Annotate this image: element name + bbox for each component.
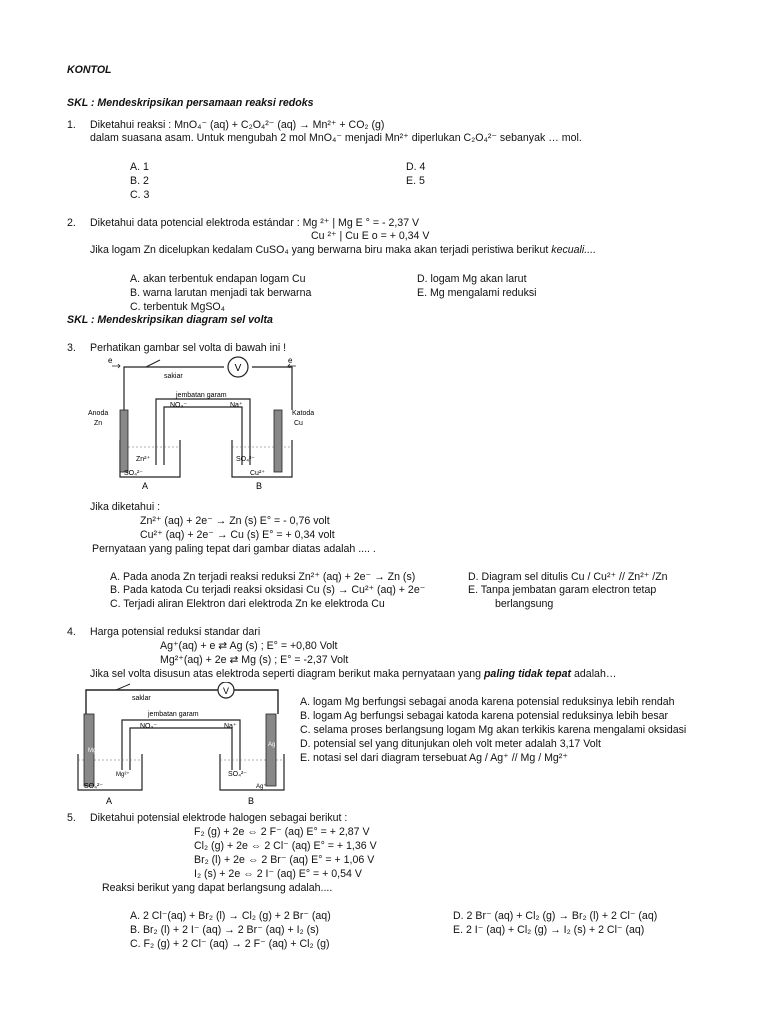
question-2-number: 2. [67,217,76,229]
question-1-line2: dalam suasana asam. Untuk mengubah 2 mol MnO₄⁻ menjadi Mn²⁺ diperlukan C₂O₄²⁻ sebanyak … mol. [90,132,582,144]
cell-label-a: A [106,796,113,806]
question-1-option-c: C. 3 [130,189,150,201]
question-2-option-a: A. akan terbentuk endapan logam Cu [130,273,306,285]
salt-bridge-label: jembatan garam [176,392,227,399]
question-4-equation-2: Mg²⁺(aq) + 2e ⇄ Mg (s) ; E° = -2,37 Volt [160,654,349,666]
voltmeter-label: V [234,363,242,374]
question-5-equation-3: Br₂ (l) + 2e ⇔ 2 Br⁻ (aq) E° = + 1,06 V [194,854,375,866]
question-3-equation-2: Cu²⁺ (aq) + 2e⁻ → Cu (s) E° = + 0,34 volt [140,529,335,541]
silver-label: Ag [268,742,276,748]
question-3-ask: Pernyataan yang paling tepat dari gambar diatas adalah .... . [92,543,376,555]
silver-electrode [266,714,276,786]
question-3-option-b: B. Pada katoda Cu terjadi reaksi oksidasi Cu (s) → Cu²⁺ (aq) + 2e⁻ [110,584,426,596]
question-2-kecuali: kecuali.... [551,244,597,256]
question-4-line2-text: Jika sel volta disusun atas elektroda seperti diagram berikut maka pernyataan yang [90,668,484,680]
question-5-line1: Diketahui potensial elektrode halogen sebagai berikut : [90,812,348,824]
sulfate-label-a: SO₄²⁻ [84,783,103,790]
question-4-option-e: E. notasi sel dari diagram tersebuat Ag / Ag⁺ // Mg / Mg²⁺ [300,752,568,764]
question-4-option-c: C. selama proses berlangsung logam Mg akan terkikis karena mengalami oksidasi [300,724,687,736]
question-4-option-a: A. logam Mg berfungsi sebagai anoda karena potensial reduksinya lebih rendah [300,696,675,708]
silver-ion-label: Ag⁺ [256,784,267,790]
question-5-option-a: A. 2 Cl⁻(aq) + Br₂ (l) → Cl₂ (g) + 2 Br⁻ (aq) [130,910,331,922]
switch-icon [146,360,160,367]
question-3-option-a: A. Pada anoda Zn terjadi reaksi reduksi Zn²⁺ (aq) + 2e⁻ → Zn (s) [110,571,416,583]
cell-label-b: B [248,796,255,806]
question-2-line3-text: Jika logam Zn dicelupkan kedalam CuSO₄ yang berwarna biru maka akan terjadi peristiwa berikut [90,244,552,256]
question-4-line1: Harga potensial reduksi standar dari [90,626,261,638]
question-2-option-c: C. terbentuk MgSO₄ [130,301,225,313]
magnesium-label: Mg [88,748,97,754]
question-1-line1: Diketahui reaksi : MnO₄⁻ (aq) + C₂O₄²⁻ (aq) → Mn²⁺ + CO₂ (g) [90,119,385,131]
question-5-equation-1: F₂ (g) + 2e ⇔ 2 F⁻ (aq) E° = + 2,87 V [194,826,370,838]
question-5-equation-2: Cl₂ (g) + 2e ⇔ 2 Cl⁻ (aq) E° = + 1,36 V [194,840,377,852]
question-3-line1: Perhatikan gambar sel volta di bawah ini ! [90,342,287,354]
nitrate-ion-label: NO₃⁻ [170,402,188,409]
copper-ion-label: Cu²⁺ [250,470,265,477]
question-1-option-a: A. 1 [130,161,149,173]
question-1-option-b: B. 2 [130,175,149,187]
question-5-option-b: B. Br₂ (l) + 2 I⁻ (aq) → 2 Br⁻ (aq) + I₂ (s) [130,924,319,936]
volta-cell-diagram-1 [84,355,324,495]
question-5-ask: Reaksi berikut yang dapat berlangsung adalah.... [102,882,333,894]
cell-label-b: B [256,481,263,491]
question-2-line2: Cu ²⁺ | Cu E o = + 0,34 V [311,230,430,242]
zinc-ion-label: Zn²⁺ [136,456,151,463]
question-3-number: 3. [67,342,76,354]
copper-electrode [274,410,282,472]
question-3-option-d: D. Diagram sel ditulis Cu / Cu²⁺ // Zn²⁺ /Zn [468,571,668,583]
sulfate-label-b: SO₄²⁻ [236,456,255,463]
question-3-equation-1: Zn²⁺ (aq) + 2e⁻ → Zn (s) E° = - 0,76 volt [140,515,330,527]
question-5-option-d: D. 2 Br⁻ (aq) + Cl₂ (g) → Br₂ (l) + 2 Cl⁻ (aq) [453,910,658,922]
question-4-option-b: B. logam Ag berfungsi sebagai katoda karena potensial reduksinya lebih besar [300,710,669,722]
sulfate-label-b: SO₄²⁻ [228,771,247,778]
salt-bridge-label: jembatan garam [148,711,199,718]
voltmeter-label: V [222,686,230,696]
question-4-emphasis: paling tidak tepat [483,668,572,680]
question-2-option-d: D. logam Mg akan larut [417,273,527,285]
question-4-option-d: D. potensial sel yang ditunjukan oleh volt meter adalah 3,17 Volt [300,738,601,750]
magnesium-ion-label: Mg²⁺ [116,772,130,778]
question-4-equation-1: Ag⁺(aq) + e ⇄ Ag (s) ; E° = +0,80 Volt [160,640,338,652]
question-5-number: 5. [67,812,76,824]
cell-label-a: A [142,481,149,491]
zinc-electrode [120,410,128,472]
section-heading-redoks: SKL : Mendeskripsikan persamaan reaksi redoks [67,97,314,109]
question-2-option-b: B. warna larutan menjadi tak berwarna [130,287,312,299]
question-2-line3 [90,244,596,257]
sulfate-label-a: SO₄²⁻ [124,470,143,477]
question-3-option-e: E. Tanpa jembatan garam electron tetap [468,584,657,596]
switch-label: sakiar [164,373,183,380]
anode-metal-label: Zn [94,420,103,427]
document-title: KONTOL [67,64,112,76]
question-3-option-c: C. Terjadi aliran Elektron dari elektroda Zn ke elektroda Cu [110,598,385,610]
question-5-equation-4: I₂ (s) + 2e ⇔ 2 I⁻ (aq) E° = + 0,54 V [194,868,362,880]
question-1-number: 1. [67,119,76,131]
question-3-option-e-cont: berlangsung [495,598,554,610]
nitrate-ion-label: NO₃⁻ [140,723,158,730]
question-2-option-e: E. Mg mengalami reduksi [417,287,537,299]
question-4-number: 4. [67,626,76,638]
question-5-option-e: E. 2 I⁻ (aq) + Cl₂ (g) → I₂ (s) + 2 Cl⁻ (aq) [453,924,645,936]
anode-label: Anoda [88,410,109,417]
electron-arrow-left [112,364,120,368]
electron-label-left: e [108,356,113,365]
volta-cell-diagram-2 [72,682,294,810]
question-5-option-c: C. F₂ (g) + 2 Cl⁻ (aq) → 2 F⁻ (aq) + Cl₂ (g) [130,938,330,950]
electron-label-right: e [288,356,293,365]
question-4-line2 [90,668,616,681]
question-2-line1: Diketahui data potencial elektroda estándar : Mg ²⁺ | Mg E ° = - 2,37 V [90,217,420,229]
sodium-ion-label: Na⁺ [230,402,243,409]
switch-icon [116,684,130,690]
section-heading-volta: SKL : Mendeskripsikan diagram sel volta [67,314,273,326]
switch-label: saklar [132,695,151,702]
question-4-line2-end: adalah… [571,668,617,680]
question-1-option-d: D. 4 [406,161,426,173]
sodium-ion-label: Na⁺ [224,723,237,730]
cathode-label: Katoda [292,410,315,417]
question-3-known: Jika diketahui : [90,501,161,513]
question-1-option-e: E. 5 [406,175,425,187]
cathode-metal-label: Cu [294,420,303,427]
